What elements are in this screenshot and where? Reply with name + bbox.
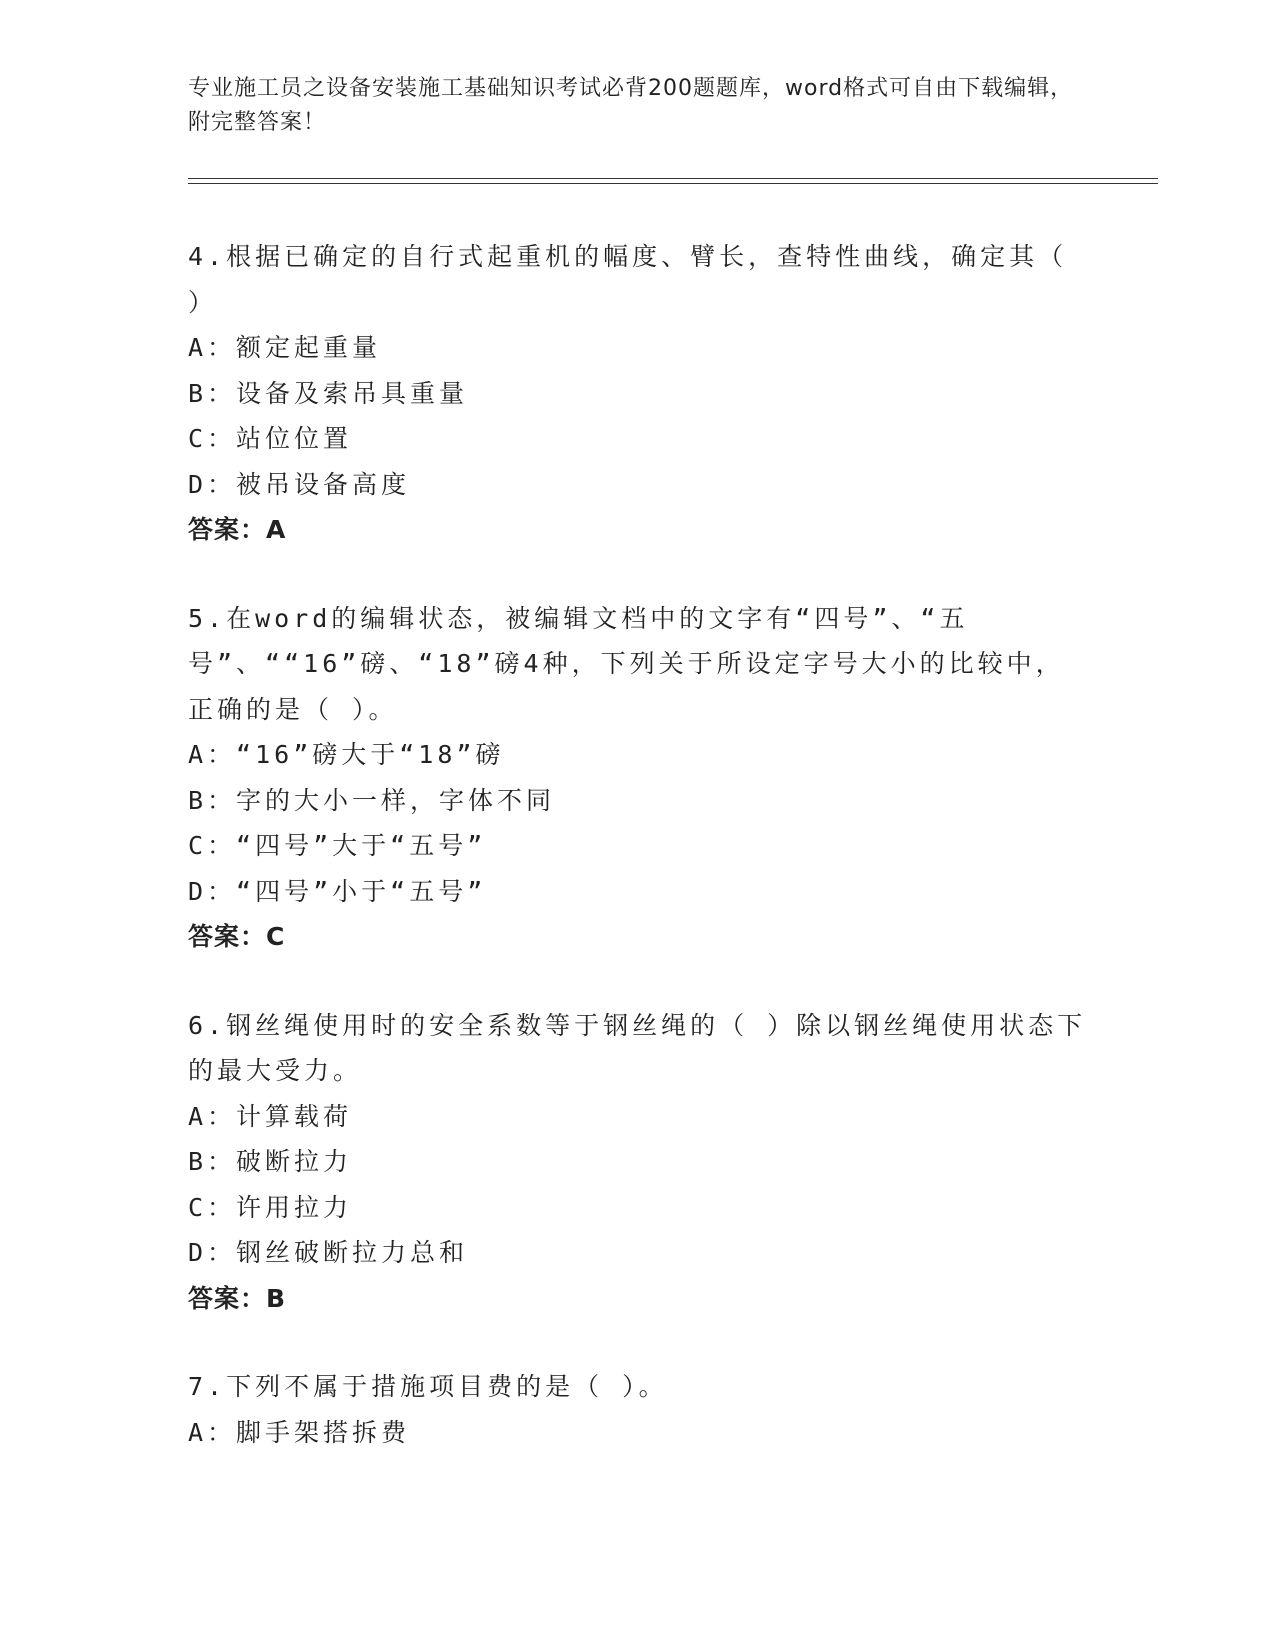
option-c: C：站位位置 bbox=[188, 424, 353, 453]
question-item bbox=[188, 234, 1088, 553]
question-list bbox=[188, 234, 1088, 1498]
answer-text: 答案：A bbox=[188, 515, 287, 544]
header-divider-line bbox=[188, 178, 1158, 179]
option-c: C：“四号”大于“五号” bbox=[188, 831, 487, 860]
option-a: A：额定起重量 bbox=[188, 333, 382, 362]
option-d: D：被吊设备高度 bbox=[188, 469, 411, 499]
option-a: A：“16”磅大于“18”磅 bbox=[188, 740, 505, 769]
answer-text: 答案：C bbox=[188, 922, 286, 951]
question-item bbox=[188, 596, 1088, 960]
option-b: B：设备及索吊具重量 bbox=[188, 378, 469, 408]
question-stem: 5.在word的编辑状态，被编辑文档中的文字有“四号”、“五号”、““16”磅、“18”磅4种，下列关于所设定字号大小的比较中，正确的是（ ）。 bbox=[188, 603, 1065, 724]
header-title: 专业施工员之设备安装施工基础知识考试必背200题题库，word格式可自由下载编辑，附完整答案！ bbox=[188, 76, 1074, 135]
option-d: D：“四号”小于“五号” bbox=[188, 876, 487, 906]
option-c: C：许用拉力 bbox=[188, 1192, 353, 1222]
option-d: D：钢丝破断拉力总和 bbox=[188, 1238, 469, 1267]
question-item bbox=[188, 1003, 1088, 1322]
question-item bbox=[188, 1364, 1088, 1455]
option-a: A：脚手架搭拆费 bbox=[188, 1417, 411, 1447]
document-header bbox=[188, 72, 1088, 140]
option-b: B：破断拉力 bbox=[188, 1147, 353, 1176]
option-b: B：字的大小一样，字体不同 bbox=[188, 785, 556, 815]
option-a: A：计算载荷 bbox=[188, 1101, 353, 1131]
header-divider-line bbox=[188, 183, 1158, 184]
answer-text: 答案：B bbox=[188, 1283, 287, 1313]
question-stem: 4.根据已确定的自行式起重机的幅度、臂长，查特性曲线，确定其（ ） bbox=[188, 242, 1068, 317]
question-stem: 6.钢丝绳使用时的安全系数等于钢丝绳的（ ）除以钢丝绳使用状态下的最大受力。 bbox=[188, 1010, 1087, 1085]
question-stem: 7.下列不属于措施项目费的是（ ）。 bbox=[188, 1372, 668, 1401]
